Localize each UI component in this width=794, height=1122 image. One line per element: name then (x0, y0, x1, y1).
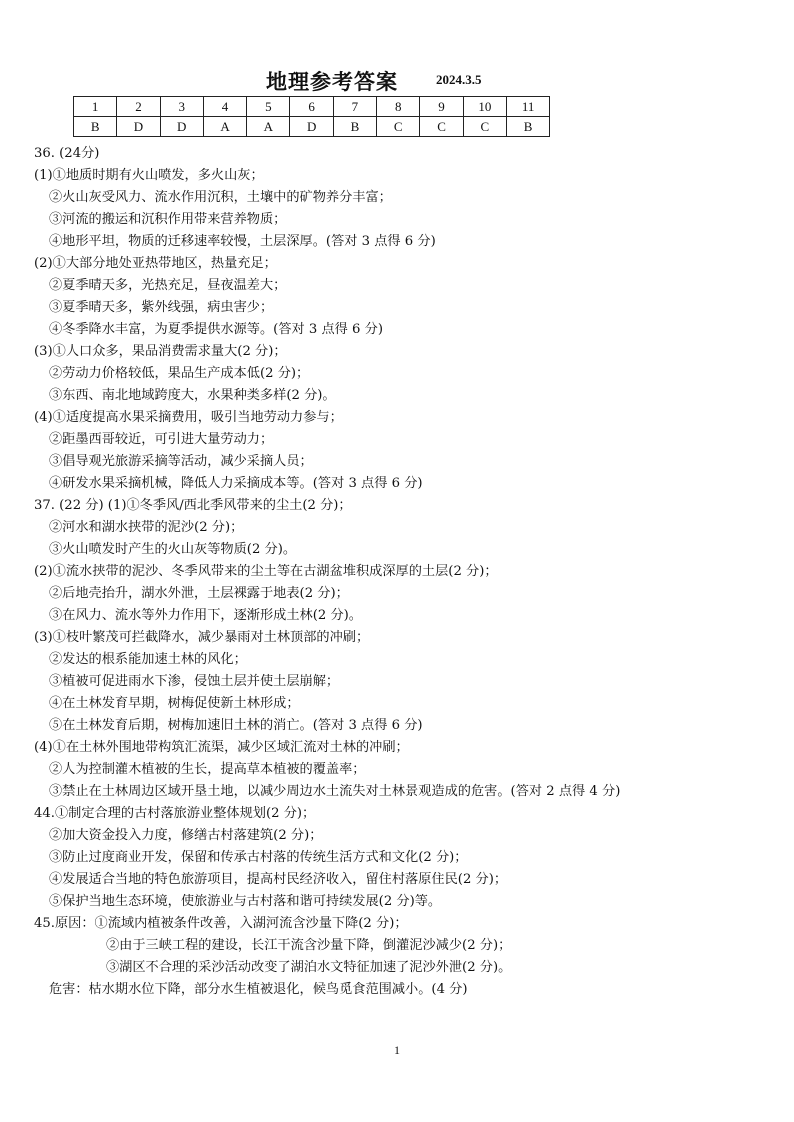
answer-line: ②加大资金投入力度，修缮古村落建筑(2 分)； (49, 828, 323, 843)
answer-line: ②夏季晴天多，光热充足，昼夜温差大； (49, 278, 287, 293)
answer-line: ④冬季降水丰富，为夏季提供水源等。(答对 3 点得 6 分) (49, 322, 383, 337)
question-number-cell: 10 (463, 97, 506, 117)
answer-line: ②河水和湖水挟带的泥沙(2 分)； (49, 520, 244, 535)
answer-cell: C (377, 117, 420, 137)
answer-line: (4)①在土林外围地带构筑汇流渠，减少区域汇流对土林的冲刷； (34, 740, 409, 755)
answer-line: ④地形平坦，物质的迁移速率较慢，土层深厚。(答对 3 点得 6 分) (49, 234, 436, 249)
answer-line: 37. (22 分) (1)①冬季风/西北季风带来的尘土(2 分)； (34, 498, 352, 513)
answer-line: 危害：枯水期水位下降，部分水生植被退化，候鸟觅食范围减小。(4 分) (49, 982, 468, 997)
answer-line: ②火山灰受风力、流水作用沉积，土壤中的矿物养分丰富； (49, 190, 392, 205)
question-number-row (74, 97, 550, 117)
answer-line: (3)①人口众多，果品消费需求量大(2 分)； (34, 344, 287, 359)
answer-cell: A (247, 117, 290, 137)
answer-line: ②后地壳抬升，湖水外泄，土层裸露于地表(2 分)； (49, 586, 349, 601)
question-number-cell: 1 (74, 97, 117, 117)
answer-row (74, 117, 550, 137)
answer-line: ⑤保护当地生态环境，使旅游业与古村落和谐可持续发展(2 分)等。 (49, 894, 442, 909)
answer-cell: B (506, 117, 549, 137)
page-number: 1 (394, 1043, 400, 1057)
answer-line: ②由于三峡工程的建设，长江干流含沙量下降，倒灌泥沙减少(2 分)； (106, 938, 512, 953)
answer-cell: B (74, 117, 117, 137)
answer-line: ②发达的根系能加速土林的风化； (49, 652, 247, 667)
answer-line: ③倡导观光旅游采摘等活动，减少采摘人员； (49, 454, 313, 469)
answer-cell: C (420, 117, 463, 137)
answer-cell: D (117, 117, 160, 137)
answer-line: ②人为控制灌木植被的生长，提高草本植被的覆盖率； (49, 762, 366, 777)
page-title: 地理参考答案 (266, 70, 398, 94)
answer-line: ③火山喷发时产生的火山灰等物质(2 分)。 (49, 542, 297, 557)
answer-cell: D (290, 117, 333, 137)
answer-line: ③在风力、流水等外力作用下，逐渐形成土林(2 分)。 (49, 608, 362, 623)
answer-line: 36. (24分) (34, 146, 100, 161)
question-number-cell: 9 (420, 97, 463, 117)
question-number-cell: 6 (290, 97, 333, 117)
question-number-cell: 3 (160, 97, 203, 117)
answer-line: 44.①制定合理的古村落旅游业整体规划(2 分)； (34, 806, 316, 821)
answer-line: ④发展适合当地的特色旅游项目，提高村民经济收入，留住村落原住民(2 分)； (49, 872, 508, 887)
answer-cell: B (333, 117, 376, 137)
answer-line: ④研发水果采摘机械，降低人力采摘成本等。(答对 3 点得 6 分) (49, 476, 423, 491)
answer-line: (1)①地质时期有火山喷发，多火山灰； (34, 168, 264, 183)
header (0, 66, 794, 92)
answer-line: 45.原因：①流域内植被条件改善，入湖河流含沙量下降(2 分)； (34, 916, 408, 931)
answer-cell: A (203, 117, 246, 137)
answer-line: ②距墨西哥较近，可引进大量劳动力； (49, 432, 274, 447)
question-number-cell: 8 (377, 97, 420, 117)
question-number-cell: 7 (333, 97, 376, 117)
answer-line: ③河流的搬运和沉积作用带来营养物质； (49, 212, 287, 227)
answer-line: ③湖区不合理的采沙活动改变了湖泊水文特征加速了泥沙外泄(2 分)。 (106, 960, 512, 975)
answer-cell: C (463, 117, 506, 137)
answer-line: ③防止过度商业开发，保留和传承古村落的传统生活方式和文化(2 分)； (49, 850, 468, 865)
question-number-cell: 11 (506, 97, 549, 117)
answer-cell: D (160, 117, 203, 137)
answer-line: ③夏季晴天多，紫外线强，病虫害少； (49, 300, 274, 315)
question-number-cell: 2 (117, 97, 160, 117)
question-number-cell: 5 (247, 97, 290, 117)
answer-line: ③东西、南北地域跨度大，水果种类多样(2 分)。 (49, 388, 336, 403)
answer-line: (4)①适度提高水果采摘费用，吸引当地劳动力参与； (34, 410, 343, 425)
answer-line: (3)①枝叶繁茂可拦截降水，减少暴雨对土林顶部的冲刷； (34, 630, 370, 645)
answer-line: ⑤在土林发育后期，树梅加速旧土林的消亡。(答对 3 点得 6 分) (49, 718, 423, 733)
answer-line: ④在土林发育早期，树梅促使新土林形成； (49, 696, 300, 711)
answer-table (73, 96, 550, 137)
answer-line: (2)①流水挟带的泥沙、冬季风带来的尘土等在古湖盆堆积成深厚的土层(2 分)； (34, 564, 498, 579)
date-label: 2024.3.5 (436, 72, 482, 87)
answer-line: ③禁止在土林周边区域开垦土地，以减少周边水土流失对土林景观造成的危害。(答对 2 点得 4 分) (49, 784, 621, 799)
question-number-cell: 4 (203, 97, 246, 117)
answer-line: (2)①大部分地处亚热带地区，热量充足； (34, 256, 277, 271)
answer-line: ③植被可促进雨水下渗，侵蚀土层并使土层崩解； (49, 674, 340, 689)
answer-line: ②劳动力价格较低，果品生产成本低(2 分)； (49, 366, 310, 381)
